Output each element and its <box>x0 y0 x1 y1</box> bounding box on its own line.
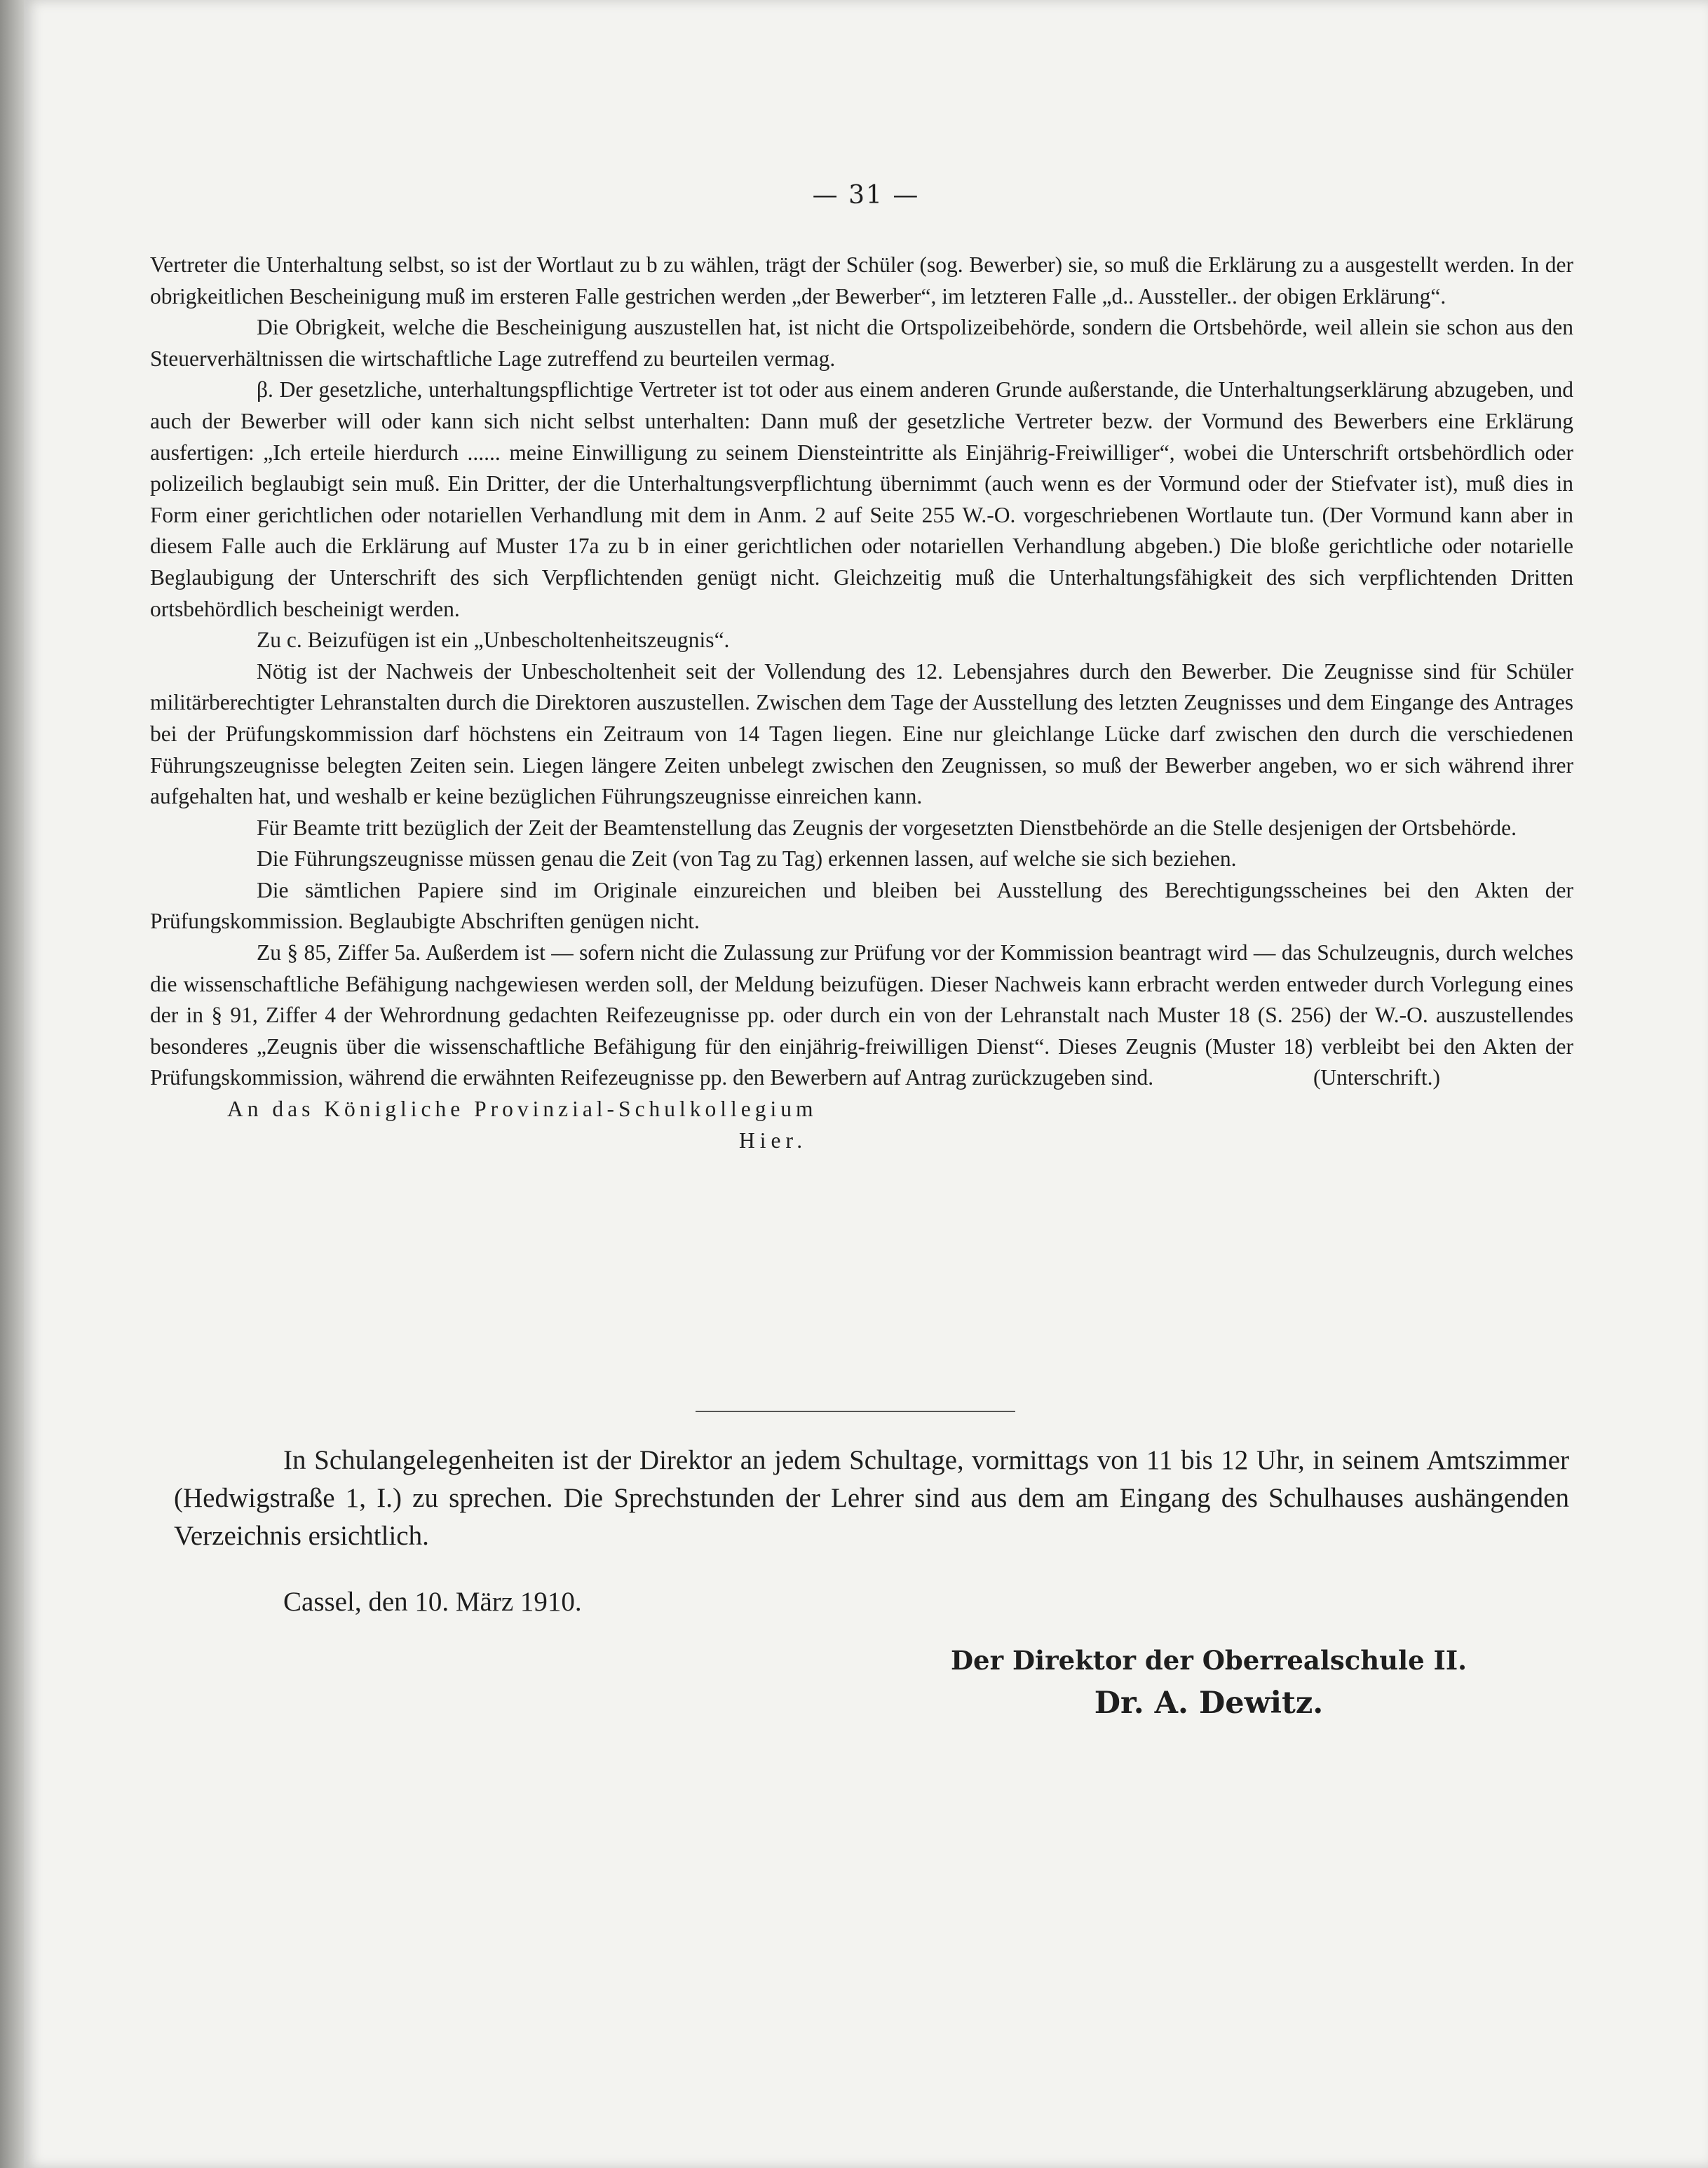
address-line-2: Hier. <box>739 1127 808 1153</box>
dateline: Cassel, den 10. März 1910. <box>283 1587 582 1617</box>
signature-name: Dr. A. Dewitz. <box>1094 1686 1324 1721</box>
book-gutter <box>0 0 24 2168</box>
paragraph-zu-85-text: Zu § 85, Ziffer 5a. Außerdem ist — sofern nicht die Zulassung zur Prüfung vor der Kommission beantragt wird — das Schulzeugnis, durch welches die wissenschaftliche Befähigung nachgewiesen werden soll, der Meldung beizufügen. Dieser Nachweis kann erbracht werden entweder durch Vorlegung eines der in § 91, Ziffer 4 der Wehrordnung gedachten Reifezeugnisse pp. oder durch ein von der Lehranstalt nach Muster 18 (S. 256) der W.-O. auszustellendes besonderes „Zeugnis über die wissenschaftliche Befähigung für den einjährig-freiwilligen Dienst“. Dieses Zeugnis (Muster 18) verbleibt bei den Akten der Prüfungskommission, während die erwähnten Reifezeugnisse pp. den Bewerbern auf Antrag zurückzugeben sind. <box>150 940 1573 1090</box>
paragraph-obrigkeit: Die Obrigkeit, welche die Bescheinigung auszustellen hat, ist nicht die Ortspolizeibehörde, sondern die Ortsbehörde, weil allein sie schon aus den Steuerverhältnissen die wirtschaftliche Lage zutreffend zu beurteilen vermag. <box>150 315 1573 371</box>
paragraph-papiere: Die sämtlichen Papiere sind im Originale einzureichen und bleiben bei Ausstellung des Berechtigungsscheines bei den Akten der Prüfungskommission. Beglaubigte Abschriften genügen nicht. <box>150 877 1573 934</box>
paragraph-unbescholtenheit: Nötig ist der Nachweis der Unbescholtenheit seit der Vollendung des 12. Lebensjahres durch den Bewerber. Die Zeugnisse sind für Schüler militärberechtigter Lehranstalten durch die Direktoren auszustellen. Zwischen dem Tage der Ausstellung des letzten Zeugnisses und dem Eingange des Antrages bei der Prüfungskommission darf höchstens ein Zeitraum von 14 Tagen liegen. Eine nur gleichlange Lücke darf zwischen den durch die verschiedenen Führungszeugnisse belegten Zeiten sein. Liegen längere Zeiten unbelegt zwischen den Zeugnissen, so muß der Bewerber angeben, wo er sich während ihrer aufgehalten hat, und weshalb er keine bezüglichen Führungszeugnisse einreichen kann. <box>150 658 1573 809</box>
signature-block <box>865 1641 1552 1726</box>
paragraph-fuehrungszeugnisse: Die Führungszeugnisse müssen genau die Zeit (von Tag zu Tag) erkennen lassen, auf welche sie sich beziehen. <box>257 846 1237 872</box>
body-text <box>150 250 1573 1156</box>
section-divider <box>696 1411 1015 1412</box>
paragraph-beamte: Für Beamte tritt bezüglich der Zeit der Beamtenstellung das Zeugnis der vorgesetzten Dienstbehörde an die Stelle desjenigen der Ortsbehörde. <box>257 815 1517 840</box>
document-page <box>24 0 1708 2168</box>
address-line-1: An das Königliche Provinzial-Schulkollegium <box>227 1097 818 1122</box>
signature-title: Der Direktor der Oberrealschule II. <box>950 1645 1468 1676</box>
paragraph-beta: β. Der gesetzliche, unterhaltungspflichtige Vertreter ist tot oder aus einem anderen Grunde außerstande, die Unterhaltungserklärung abzugeben, und auch der Bewerber will oder kann sich nicht selbst unterhalten: Dann muß der gesetzliche Vertreter bezw. der Vormund des Bewerbers eine Erklärung ausfertigen: „Ich erteile hierdurch ...... meine Einwilligung zu seinem Diensteintritte als Einjährig-Freiwilliger“, wobei die Unterschrift ortsbehördlich oder polizeilich beglaubigt sein muß. Ein Dritter, der die Unterhaltungsverpflichtung übernimmt (auch wenn es der Vormund oder der Stiefvater ist), muß dies in Form einer gerichtlichen oder notariellen Verhandlung mit dem in Anm. 2 auf Seite 255 W.-O. vorgeschriebenen Wortlaute tun. (Der Vormund kann aber in diesem Falle auch die Erklärung auf Muster 17a zu b in einer gerichtlichen oder notariellen Verhandlung abgeben.) Die bloße gerichtliche oder notarielle Beglaubigung der Unterschrift des sich Verpflichtenden genügt nicht. Gleichzeitig muß die Unterhaltungsfähigkeit des sich verpflichtenden Dritten ortsbehördlich bescheinigt werden. <box>150 377 1573 621</box>
office-hours-notice <box>174 1442 1569 1555</box>
notice-text: In Schulangelegenheiten ist der Direktor an jedem Schultage, vormittags von 11 bis 12 Uhr, in seinem Amtszimmer (Hedwigstraße 1, I.) zu sprechen. Die Sprechstunden der Lehrer sind aus dem am Eingang des Schulhauses aushängenden Verzeichnis ersichtlich. <box>174 1445 1569 1551</box>
paragraph-continuation: Vertreter die Unterhaltung selbst, so ist der Wortlaut zu b zu wählen, trägt der Schüler (sog. Bewerber) sie, so muß die Erklärung zu a ausgestellt werden. In der obrigkeitlichen Bescheinigung muß im ersteren Falle gestrichen werden „der Bewerber“, im letzteren Falle „d.. Aussteller.. der obigen Erklärung“. <box>150 252 1573 309</box>
page-number: — 31 — <box>812 181 920 210</box>
paragraph-zu-85 <box>150 937 1573 1094</box>
paragraph-zu-c: Zu c. Beizufügen ist ein „Unbescholtenheitszeugnis“. <box>257 628 730 653</box>
signature-placeholder: (Unterschrift.) <box>1313 1065 1440 1090</box>
